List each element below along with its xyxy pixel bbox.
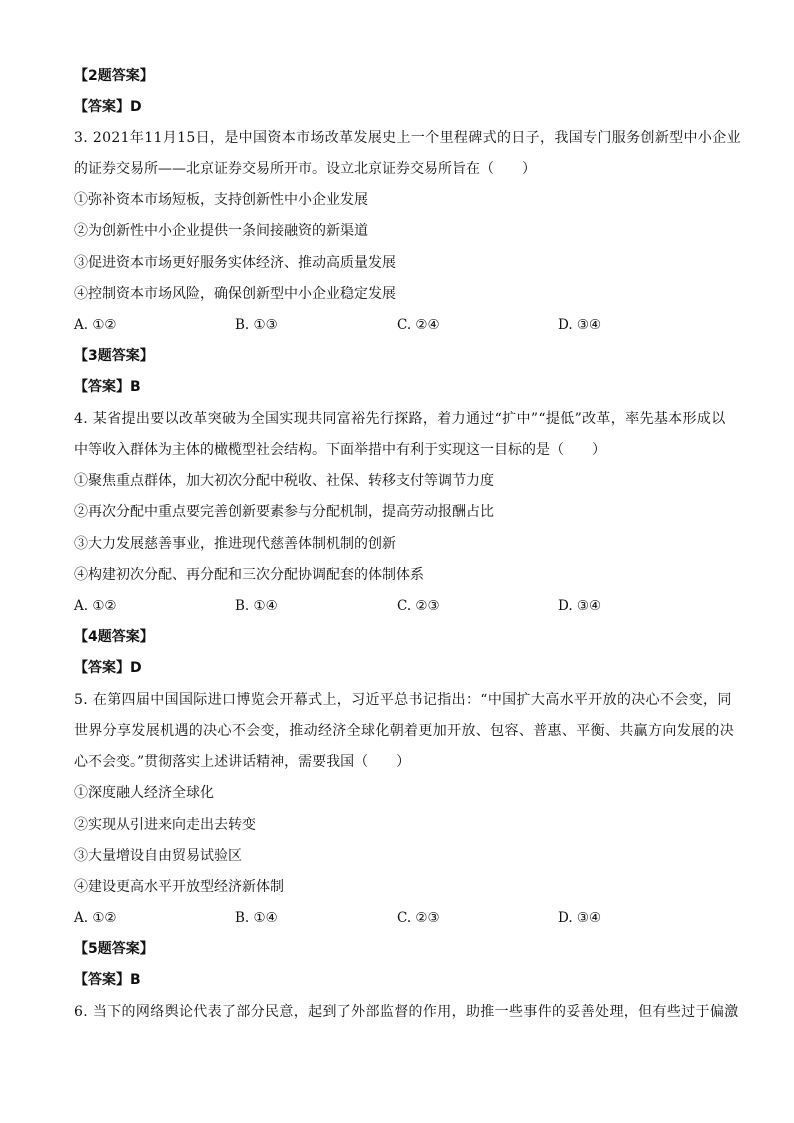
option-b: B. ①③	[235, 317, 278, 333]
q3-options	[74, 315, 724, 335]
q5-item: ④建设更高水平开放型经济新体制	[74, 879, 284, 895]
q4-answer-header: 【4题答案】	[74, 629, 154, 645]
q5-stem: 世界分享发展机遇的决心不会变，推动经济全球化朝着更加开放、包容、普惠、平衡、共赢方向发展的决	[74, 723, 735, 739]
q4-item: ①聚焦重点群体，加大初次分配中税收、社保、转移支付等调节力度	[74, 473, 494, 489]
q5-item: ②实现从引进来向走出去转变	[74, 817, 256, 833]
q5-stem: 心不会变。”贯彻落实上述讲话精神，需要我国（ ）	[74, 754, 411, 770]
option-a: A. ①②	[74, 317, 117, 333]
q4-item: ②再次分配中重点要完善创新要素参与分配机制，提高劳动报酬占比	[74, 504, 494, 520]
q5-answer-header: 【5题答案】	[74, 941, 154, 957]
q3-item: ②为创新性中小企业提供一条间接融资的新渠道	[74, 223, 368, 239]
option-d: D. ③④	[558, 598, 602, 614]
q2-answer: 【答案】D	[74, 99, 142, 115]
option-b: B. ①④	[235, 910, 278, 926]
option-c: C. ②③	[397, 598, 440, 614]
option-a: A. ①②	[74, 598, 117, 614]
q4-stem: 4. 某省提出要以改革突破为全国实现共同富裕先行探路，着力通过“扩中”“提低”改革，率先基本形成以	[74, 411, 726, 427]
q4-stem: 中等收入群体为主体的橄榄型社会结构。下面举措中有利于实现这一目标的是（ ）	[74, 442, 606, 458]
option-c: C. ②③	[397, 910, 440, 926]
q4-options	[74, 596, 724, 616]
option-b: B. ①④	[235, 598, 278, 614]
q4-item: ③大力发展慈善事业，推进现代慈善体制机制的创新	[74, 536, 396, 552]
q5-item: ①深度融人经济全球化	[74, 785, 214, 801]
q3-stem: 的证券交易所——北京证券交易所开市。设立北京证券交易所旨在（ ）	[74, 161, 536, 177]
q3-stem: 3. 2021年11月15日，是中国资本市场改革发展史上一个里程碑式的日子，我国专门服务创新型中小企业	[74, 130, 741, 146]
option-a: A. ①②	[74, 910, 117, 926]
q5-answer: 【答案】B	[74, 972, 141, 988]
q6-stem: 6. 当下的网络舆论代表了部分民意，起到了外部监督的作用，助推一些事件的妥善处理，但有些过于偏激	[74, 1004, 739, 1020]
q3-item: ①弥补资本市场短板，支持创新性中小企业发展	[74, 192, 368, 208]
q5-stem: 5. 在第四届中国国际进口博览会开幕式上，习近平总书记指出：“中国扩大高水平开放的决心不会变，同	[74, 692, 732, 708]
q3-item: ④控制资本市场风险，确保创新型中小企业稳定发展	[74, 286, 396, 302]
option-d: D. ③④	[558, 910, 602, 926]
q3-answer-header: 【3题答案】	[74, 348, 154, 364]
option-d: D. ③④	[558, 317, 602, 333]
q4-answer: 【答案】D	[74, 660, 142, 676]
q5-item: ③大量增设自由贸易试验区	[74, 848, 242, 864]
q2-answer-header: 【2题答案】	[74, 68, 154, 84]
option-c: C. ②④	[397, 317, 440, 333]
q3-item: ③促进资本市场更好服务实体经济、推动高质量发展	[74, 255, 396, 271]
q3-answer: 【答案】B	[74, 379, 141, 395]
q4-item: ④构建初次分配、再分配和三次分配协调配套的体制体系	[74, 567, 424, 583]
q5-options	[74, 908, 724, 928]
